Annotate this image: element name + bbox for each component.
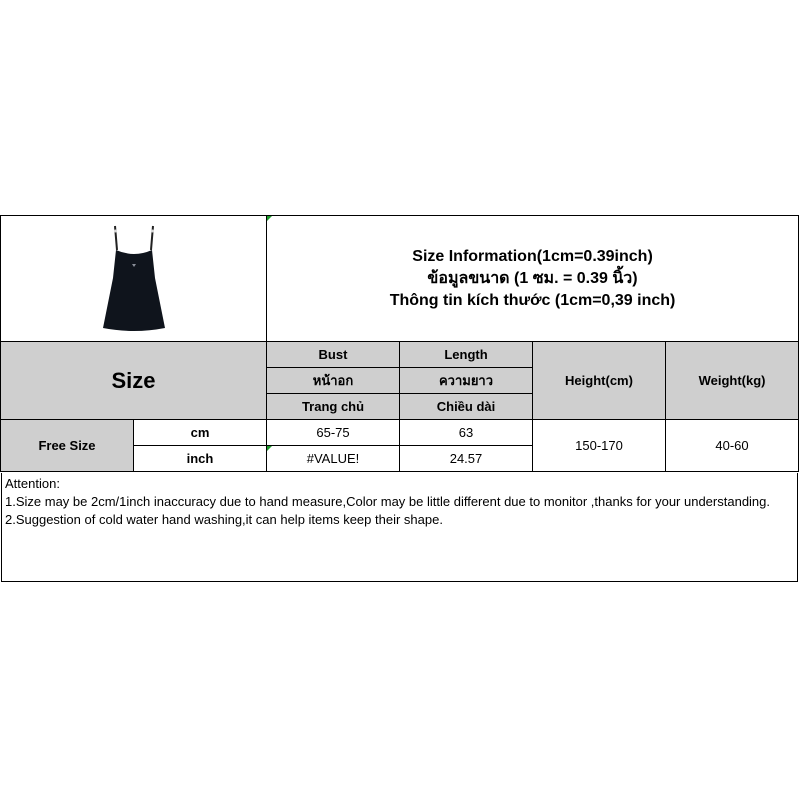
bust-header-vi: Trang chủ xyxy=(267,394,400,420)
size-chart xyxy=(0,215,800,583)
free-size-label: Free Size xyxy=(1,420,134,472)
size-header: Size xyxy=(1,342,267,420)
attention-line-2: 2.Suggestion of cold water hand washing,it can help items keep their shape. xyxy=(5,512,443,527)
height-value: 150-170 xyxy=(533,420,666,472)
size-info-english: Size Information(1cm=0.39inch) xyxy=(412,247,653,265)
size-info-thai: ข้อมูลขนาด (1 ซม. = 0.39 นิ้ว) xyxy=(427,269,638,287)
attention-title: Attention: xyxy=(5,476,60,491)
dress-image xyxy=(71,220,196,338)
cell-marker-icon xyxy=(267,446,272,451)
unit-inch: inch xyxy=(134,446,267,472)
product-photo xyxy=(71,220,196,338)
weight-header: Weight(kg) xyxy=(666,342,799,420)
length-inch-value: 24.57 xyxy=(400,446,533,472)
product-photo-cell xyxy=(1,216,267,342)
bust-header-th: หน้าอก xyxy=(267,368,400,394)
unit-cm: cm xyxy=(134,420,267,446)
size-info-vietnamese: Thông tin kích thước (1cm=0,39 inch) xyxy=(389,291,676,309)
size-info-cell xyxy=(267,216,799,342)
length-header-th: ความยาว xyxy=(400,368,533,394)
length-cm-value: 63 xyxy=(400,420,533,446)
bust-cm-value: 65-75 xyxy=(267,420,400,446)
bust-inch-text: #VALUE! xyxy=(306,451,360,466)
bust-header-en: Bust xyxy=(267,342,400,368)
attention-notes xyxy=(1,473,798,582)
height-header: Height(cm) xyxy=(533,342,666,420)
size-table xyxy=(0,215,799,472)
bust-inch-value xyxy=(267,446,400,472)
length-header-en: Length xyxy=(400,342,533,368)
cell-marker-icon xyxy=(267,216,272,221)
length-header-vi: Chiều dài xyxy=(400,394,533,420)
attention-line-1: 1.Size may be 2cm/1inch inaccuracy due to hand measure,Color may be little different due to monitor ,thanks for your understanding. xyxy=(5,494,771,509)
weight-value: 40-60 xyxy=(666,420,799,472)
